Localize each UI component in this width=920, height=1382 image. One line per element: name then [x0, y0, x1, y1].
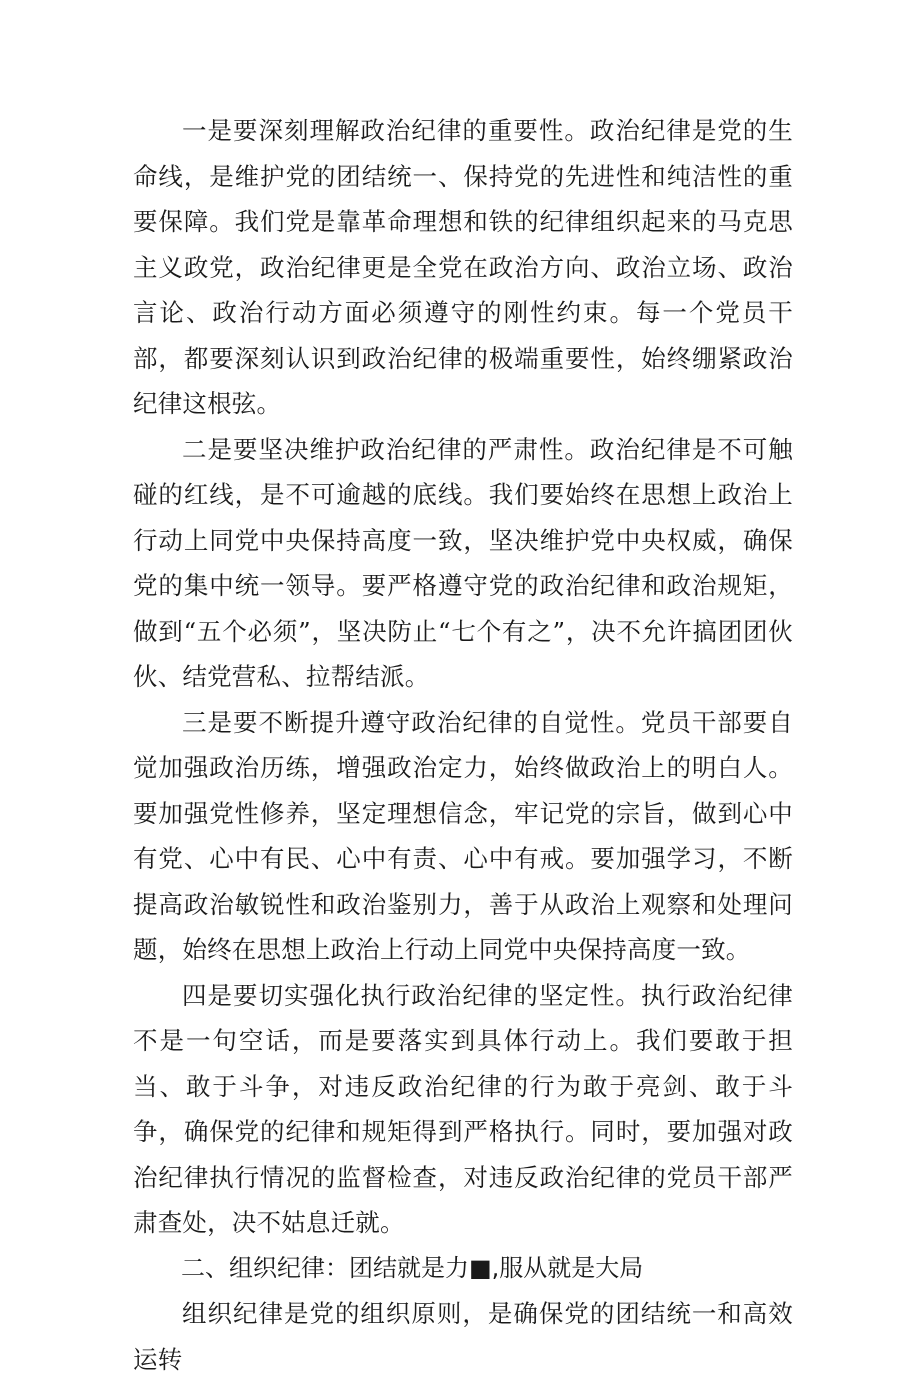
paragraph-organizational-discipline-intro: 组织纪律是党的组织原则，是确保党的团结统一和高效运转: [133, 1299, 793, 1374]
paragraph-political-discipline-firmness: 四是要切实强化执行政治纪律的坚定性。执行政治纪律不是一句空话，而是要落实到具体行动上。我们要敢于担当、敢于斗争，对违反政治纪律的行为敢于亮剑、敢于斗争，确保党的纪律和规矩得到严格执行。同时，要加强对政治纪律执行情况的监督检查，对违反政治纪律的党员干部严肃查处，决不姑息迁就。: [133, 980, 793, 1237]
paragraph-political-discipline-seriousness: 二是要坚决维护政治纪律的严肃性。政治纪律是不可触碰的红线，是不可逾越的底线。我们要始终在思想上政治上行动上同党中央保持高度一致，坚决维护党中央权威，确保党的集中统一领导。要严格遵守党的政治纪律和政治规矩，做到“五个必须”，坚决防止“七个有之”，决不允许搞团团伙伙、结党营私、拉帮结派。: [133, 434, 793, 691]
section-heading-organizational-discipline: 二、组织纪律：团结就是力■,服从就是大局: [181, 1253, 644, 1282]
paragraph-political-discipline-importance: 一是要深刻理解政治纪律的重要性。政治纪律是党的生命线，是维护党的团结统一、保持党的先进性和纯洁性的重要保障。我们党是靠革命理想和铁的纪律组织起来的马克思主义政党，政治纪律更是全党在政治方向、政治立场、政治言论、政治行动方面必须遵守的刚性约束。每一个党员干部，都要深刻认识到政治纪律的极端重要性，始终绷紧政治纪律这根弦。: [133, 116, 793, 418]
document-body: [133, 108, 793, 1382]
paragraph-political-discipline-consciousness: 三是要不断提升遵守政治纪律的自觉性。党员干部要自觉加强政治历练，增强政治定力，始终做政治上的明白人。要加强党性修养，坚定理想信念，牢记党的宗旨，做到心中有党、心中有民、心中有责、心中有戒。要加强学习，不断提高政治敏锐性和政治鉴别力，善于从政治上观察和处理问题，始终在思想上政治上行动上同党中央保持高度一致。: [133, 707, 793, 964]
